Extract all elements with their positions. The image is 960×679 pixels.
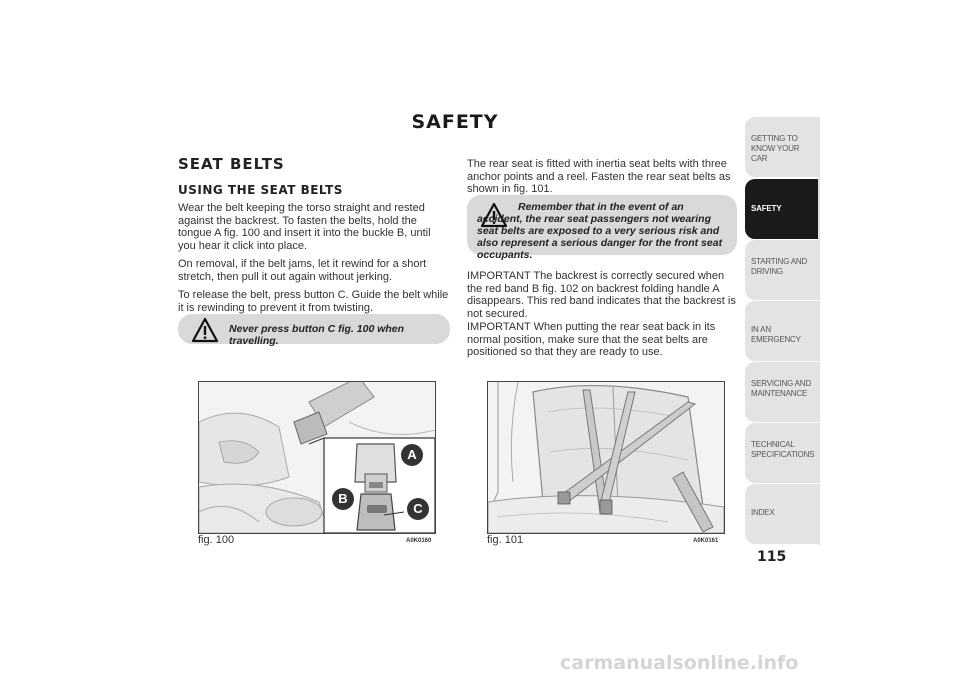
heading-seat-belts: SEAT BELTS — [178, 155, 285, 173]
tab-servicing-and-maintenance[interactable] — [745, 362, 820, 422]
tab-index[interactable] — [745, 484, 820, 544]
page-number: 115 — [757, 549, 787, 565]
tab-starting-and-driving[interactable] — [745, 240, 820, 300]
warning-triangle-icon — [191, 317, 219, 343]
paragraph: To release the belt, press button C. Guide the belt while it is rewinding to prevent it from twisting. — [178, 289, 449, 314]
tab-in-an-emergency[interactable] — [745, 301, 820, 361]
figure-100-code: A0K0160 — [406, 538, 432, 544]
important-note-1: IMPORTANT The backrest is correctly secured when the red band B fig. 102 on backrest folding handle A disappears. This red band indicates that the backrest is not secured. — [467, 270, 736, 320]
warning-box-left — [178, 314, 450, 347]
figure-101-caption: fig. 101 — [487, 534, 524, 546]
tab-label: TECHNICAL SPECIFICATIONS — [751, 440, 815, 459]
tab-label: SAFETY — [751, 204, 782, 213]
important-note-2: IMPORTANT When putting the rear seat back in its normal position, make sure that the seat belts are positioned so that they are ready to use. — [467, 321, 716, 358]
warning-text: Never press button C fig. 100 when travelling. — [229, 323, 405, 347]
callout-c: C — [407, 498, 429, 520]
tab-label: SERVICING AND MAINTENANCE — [751, 379, 811, 398]
sidebar-edge-divider — [818, 117, 820, 545]
left-column-text — [178, 202, 450, 320]
tab-safety[interactable] — [745, 179, 820, 239]
tab-label: GETTING TO KNOW YOUR CAR — [751, 134, 800, 163]
seat-belt-buckle-illustration — [199, 382, 435, 533]
right-intro: The rear seat is fitted with inertia seat belts with three anchor points and a reel. Fasten the rear seat belts as shown in fig. 101. — [467, 158, 731, 195]
figure-100-caption: fig. 100 — [198, 534, 235, 546]
callout-b: B — [332, 488, 354, 510]
tab-label: IN AN EMERGENCY — [751, 325, 801, 344]
rear-seat-belts-illustration — [488, 382, 724, 533]
tab-getting-to-know-your-car[interactable] — [745, 117, 820, 177]
figure-100 — [198, 381, 436, 534]
warning-text: Remember that in the event of an accident, the rear seat passengers not wearing seat belts are exposed to a very serious risk and also represent a serious danger for the front seat occupants. — [477, 201, 723, 261]
paragraph: Wear the belt keeping the torso straight and rested against the backrest. To fasten the belts, hold the tongue A fig. 100 and insert it into the buckle B, until you hear it click into place. — [178, 202, 431, 252]
watermark: carmanualsonline.info — [560, 652, 799, 674]
section-title: SAFETY — [411, 111, 499, 133]
callout-a: A — [401, 444, 423, 466]
figure-101-code: A0K0161 — [693, 538, 719, 544]
tab-label: INDEX — [751, 508, 775, 517]
warning-box-right — [467, 195, 737, 261]
tab-label: STARTING AND DRIVING — [751, 257, 807, 276]
tab-technical-specifications[interactable] — [745, 423, 820, 483]
subheading-using-seat-belts: USING THE SEAT BELTS — [178, 183, 343, 197]
figure-101 — [487, 381, 725, 534]
paragraph: On removal, if the belt jams, let it rewind for a short stretch, then pull it out again without jerking. — [178, 258, 427, 283]
